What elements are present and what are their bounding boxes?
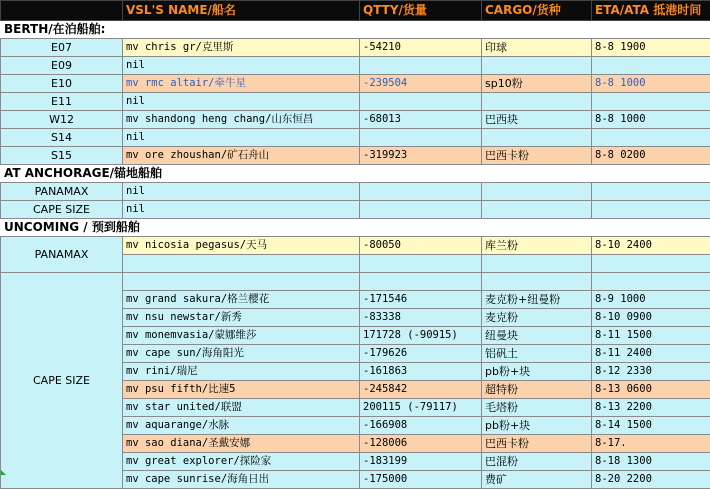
- vessel-name-cell[interactable]: nil: [123, 183, 360, 201]
- eta-cell[interactable]: 8-9 1000: [592, 291, 710, 309]
- eta-cell[interactable]: 8-8 0200: [592, 147, 710, 165]
- anchorage-row: [1, 201, 710, 219]
- cargo-cell[interactable]: 巴西卡粉: [482, 147, 592, 165]
- header-eta: ETA/ATA 抵港时间: [592, 1, 710, 21]
- quantity-cell[interactable]: -171546: [360, 291, 482, 309]
- header-berth: [1, 1, 123, 21]
- quantity-cell[interactable]: [360, 129, 482, 147]
- quantity-cell[interactable]: [360, 255, 482, 273]
- eta-cell[interactable]: [592, 93, 710, 111]
- cargo-cell[interactable]: 麦克粉+纽曼粉: [482, 291, 592, 309]
- quantity-cell[interactable]: -183199: [360, 453, 482, 471]
- cargo-cell[interactable]: 铝矾土: [482, 345, 592, 363]
- eta-cell[interactable]: 8-12 2330: [592, 363, 710, 381]
- quantity-cell[interactable]: [360, 57, 482, 75]
- section-row: [1, 219, 710, 237]
- quantity-cell[interactable]: [360, 183, 482, 201]
- quantity-cell[interactable]: -54210: [360, 39, 482, 57]
- quantity-cell[interactable]: -83338: [360, 309, 482, 327]
- eta-cell[interactable]: 8-20 2200: [592, 471, 710, 489]
- berth-code-cell[interactable]: W12: [1, 111, 123, 129]
- cargo-cell[interactable]: 印球: [482, 39, 592, 57]
- berth-row: [1, 75, 710, 93]
- cargo-cell[interactable]: 巴西块: [482, 111, 592, 129]
- quantity-cell[interactable]: [360, 93, 482, 111]
- vessel-name-cell[interactable]: mv nsu newstar/新秀: [123, 309, 360, 327]
- cargo-cell[interactable]: 毛塔粉: [482, 399, 592, 417]
- vessel-name-cell[interactable]: mv sao diana/圣戴安娜: [123, 435, 360, 453]
- cargo-cell[interactable]: sp10粉: [482, 75, 592, 93]
- quantity-cell[interactable]: [360, 201, 482, 219]
- vessel-name-cell[interactable]: mv rmc altair/牵牛星: [123, 75, 360, 93]
- cargo-cell[interactable]: [482, 255, 592, 273]
- quantity-cell[interactable]: -239504: [360, 75, 482, 93]
- header-quantity: QTTY/货量: [360, 1, 482, 21]
- cell-corner-marker: [1, 470, 6, 475]
- vessel-name-cell[interactable]: nil: [123, 57, 360, 75]
- eta-cell[interactable]: 8-13 2200: [592, 399, 710, 417]
- vessel-class-cell[interactable]: PANAMAX: [1, 183, 123, 201]
- quantity-cell[interactable]: -161863: [360, 363, 482, 381]
- quantity-cell[interactable]: -80050: [360, 237, 482, 255]
- quantity-cell[interactable]: -128006: [360, 435, 482, 453]
- vessel-name-cell[interactable]: mv cape sunrise/海角日出: [123, 471, 360, 489]
- berth-code-cell[interactable]: S14: [1, 129, 123, 147]
- cargo-cell[interactable]: 费矿: [482, 471, 592, 489]
- eta-cell[interactable]: 8-10 0900: [592, 309, 710, 327]
- quantity-cell[interactable]: -68013: [360, 111, 482, 129]
- header-row: [1, 1, 710, 21]
- eta-cell[interactable]: [592, 273, 710, 291]
- cargo-cell[interactable]: pb粉+块: [482, 417, 592, 435]
- vessel-name-cell[interactable]: mv grand sakura/格兰樱花: [123, 291, 360, 309]
- vessel-name-cell[interactable]: mv star united/联盟: [123, 399, 360, 417]
- vessel-name-cell[interactable]: mv chris gr/克里斯: [123, 39, 360, 57]
- berth-row: [1, 111, 710, 129]
- quantity-cell[interactable]: -179626: [360, 345, 482, 363]
- eta-cell[interactable]: 8-11 1500: [592, 327, 710, 345]
- eta-cell[interactable]: [592, 129, 710, 147]
- cargo-cell[interactable]: [482, 93, 592, 111]
- cargo-cell[interactable]: pb粉+块: [482, 363, 592, 381]
- eta-cell[interactable]: [592, 57, 710, 75]
- berth-row: [1, 93, 710, 111]
- section-title: AT ANCHORAGE/锚地船舶: [1, 165, 710, 183]
- cargo-cell[interactable]: [482, 201, 592, 219]
- eta-cell[interactable]: [592, 201, 710, 219]
- vessel-name-cell[interactable]: mv ore zhoushan/矿石舟山: [123, 147, 360, 165]
- cargo-cell[interactable]: 超特粉: [482, 381, 592, 399]
- eta-cell[interactable]: [592, 183, 710, 201]
- cargo-cell[interactable]: 巴混粉: [482, 453, 592, 471]
- berth-row: [1, 129, 710, 147]
- vessel-name-cell[interactable]: nil: [123, 201, 360, 219]
- eta-cell[interactable]: 8-13 0600: [592, 381, 710, 399]
- vessel-name-cell[interactable]: mv psu fifth/比速5: [123, 381, 360, 399]
- vessel-class-cell[interactable]: PANAMAX: [1, 237, 123, 273]
- eta-cell[interactable]: 8-8 1900: [592, 39, 710, 57]
- berth-code-cell[interactable]: E11: [1, 93, 123, 111]
- cargo-cell[interactable]: 库兰粉: [482, 237, 592, 255]
- vessel-name-cell[interactable]: nil: [123, 129, 360, 147]
- berth-row: [1, 39, 710, 57]
- cargo-cell[interactable]: 巴西卡粉: [482, 435, 592, 453]
- cargo-cell[interactable]: 纽曼块: [482, 327, 592, 345]
- header-vessel-name: VSL'S NAME/船名: [123, 1, 360, 21]
- cargo-cell[interactable]: [482, 273, 592, 291]
- quantity-cell[interactable]: -319923: [360, 147, 482, 165]
- incoming-row: [1, 237, 710, 255]
- quantity-cell[interactable]: -245842: [360, 381, 482, 399]
- vessel-name-cell[interactable]: mv great explorer/探险家: [123, 453, 360, 471]
- quantity-cell[interactable]: -175000: [360, 471, 482, 489]
- section-title: UNCOMING / 预到船舶: [1, 219, 710, 237]
- vessel-name-cell[interactable]: mv nicosia pegasus/天马: [123, 237, 360, 255]
- eta-cell[interactable]: 8-8 1000: [592, 111, 710, 129]
- berth-code-cell[interactable]: E09: [1, 57, 123, 75]
- berth-code-cell[interactable]: S15: [1, 147, 123, 165]
- section-title: BERTH/在泊船舶:: [1, 21, 710, 39]
- incoming-row: [1, 273, 710, 291]
- section-row: [1, 21, 710, 39]
- section-row: [1, 165, 710, 183]
- eta-cell[interactable]: 8-18 1300: [592, 453, 710, 471]
- eta-cell[interactable]: 8-8 1000: [592, 75, 710, 93]
- berth-code-cell[interactable]: E07: [1, 39, 123, 57]
- vessel-name-cell[interactable]: mv cape sun/海角阳光: [123, 345, 360, 363]
- cargo-cell[interactable]: 麦克粉: [482, 309, 592, 327]
- quantity-cell[interactable]: 171728 (-90915): [360, 327, 482, 345]
- vessel-class-cell[interactable]: CAPE SIZE: [1, 273, 123, 489]
- vessel-class-cell[interactable]: CAPE SIZE: [1, 201, 123, 219]
- vessel-name-cell[interactable]: [123, 255, 360, 273]
- cargo-cell[interactable]: [482, 183, 592, 201]
- vessel-name-cell[interactable]: nil: [123, 93, 360, 111]
- vessel-name-cell[interactable]: mv aquarange/水脉: [123, 417, 360, 435]
- vessel-name-cell[interactable]: [123, 273, 360, 291]
- anchorage-row: [1, 183, 710, 201]
- eta-cell[interactable]: [592, 255, 710, 273]
- eta-cell[interactable]: 8-11 2400: [592, 345, 710, 363]
- berth-code-cell[interactable]: E10: [1, 75, 123, 93]
- quantity-cell[interactable]: -166908: [360, 417, 482, 435]
- eta-cell[interactable]: 8-10 2400: [592, 237, 710, 255]
- vessel-name-cell[interactable]: mv monemvasia/蒙娜维莎: [123, 327, 360, 345]
- eta-cell[interactable]: 8-14 1500: [592, 417, 710, 435]
- quantity-cell[interactable]: 200115 (-79117): [360, 399, 482, 417]
- cargo-cell[interactable]: [482, 129, 592, 147]
- quantity-cell[interactable]: [360, 273, 482, 291]
- cargo-cell[interactable]: [482, 57, 592, 75]
- berth-row: [1, 57, 710, 75]
- eta-cell[interactable]: 8-17.: [592, 435, 710, 453]
- berth-row: [1, 147, 710, 165]
- vessel-name-cell[interactable]: mv rini/瑞尼: [123, 363, 360, 381]
- header-cargo: CARGO/货种: [482, 1, 592, 21]
- vessel-name-cell[interactable]: mv shandong heng chang/山东恒昌: [123, 111, 360, 129]
